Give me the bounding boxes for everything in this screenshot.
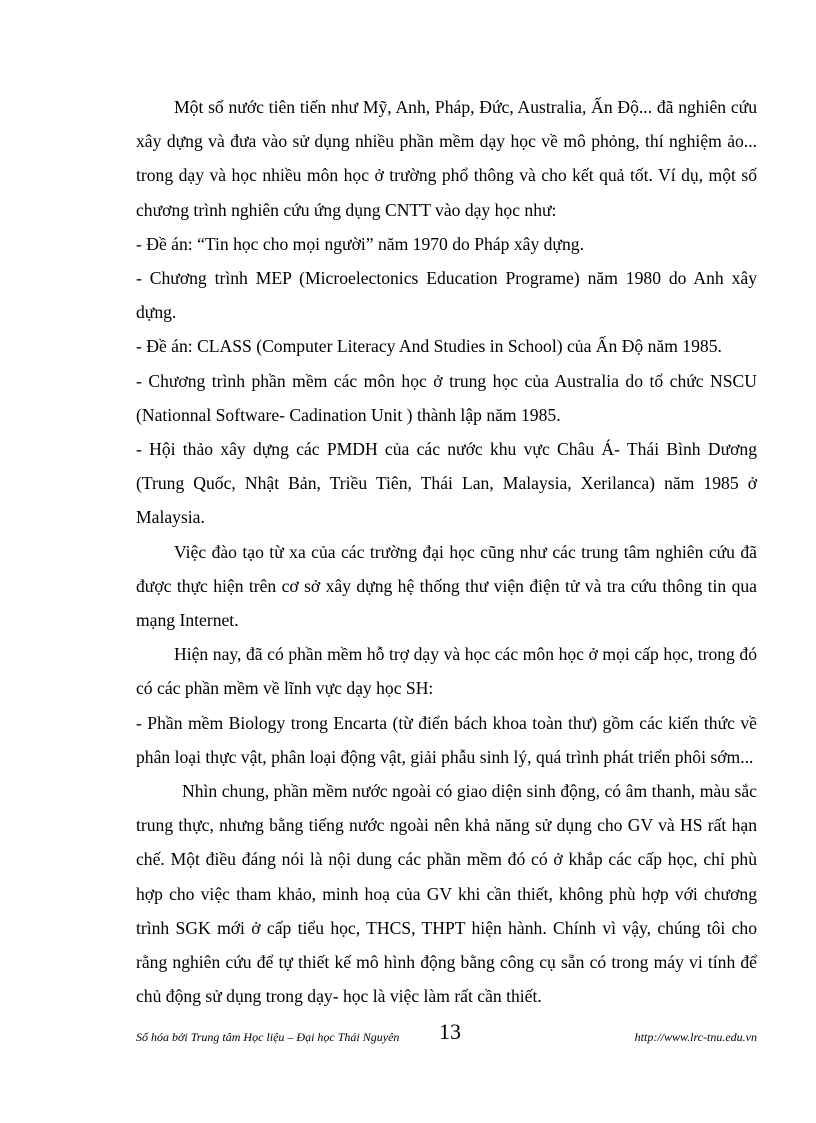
list-item-encarta: - Phần mềm Biology trong Encarta (từ điển bách khoa toàn thư) gồm các kiến thức về phân loại thực vật, phân loại động vật, giải phẫu sinh lý, quá trình phát triển phôi sớm... [136,712,757,767]
list-item-france: - Đề án: “Tin học cho mọi người” năm 1970 do Pháp xây dựng. [136,233,584,254]
list-item-mep: - Chương trình MEP (Microelectonics Education Programe) năm 1980 do Anh xây dựng. [136,268,757,323]
body-text [136,90,757,1013]
page-footer [136,1005,757,1045]
paragraph-intro: Một số nước tiên tiến như Mỹ, Anh, Pháp, Đức, Australia, Ấn Độ... đã nghiên cứu xây dựng và đưa vào sử dụng nhiều phần mềm dạy học về mô phỏng, thí nghiệm ảo... trong dạy và học nhiều môn học ở trường phổ thông và cho kết quả tốt. Ví dụ, một số chương trình nghiên cứu ứng dụng CNTT vào dạy học như: [136,97,757,220]
list-item-workshop: - Hội thảo xây dựng các PMDH của các nước khu vực Châu Á- Thái Bình Dương (Trung Quốc, Nhật Bản, Triều Tiên, Thái Lan, Malaysia, Xerilanca) năm 1985 ở Malaysia. [136,439,757,528]
footer-digitized-by: Số hóa bởi Trung tâm Học liệu – Đại học Thái Nguyên [136,1030,400,1044]
page-number: 13 [439,1019,461,1044]
footer-url: http://www.lrc-tnu.edu.vn [634,1030,757,1044]
list-item-class: - Đề án: CLASS (Computer Literacy And Studies in School) của Ấn Độ năm 1985. [136,336,722,357]
list-item-australia: - Chương trình phần mềm các môn học ở trung học của Australia do tổ chức NSCU (Nationnal Software- Cadination Unit ) thành lập năm 1985. [136,370,757,425]
paragraph-conclusion: Nhìn chung, phần mềm nước ngoài có giao diện sinh động, có âm thanh, màu sắc trung thực, nhưng bằng tiếng nước ngoài nên khả năng sử dụng cho GV và HS rất hạn chế. Một điều đáng nói là nội dung các phần mềm đó có ở khắp các cấp học, chỉ phù hợp cho việc tham khảo, minh hoạ của GV khi cần thiết, không phù hợp với chương trình SGK mới ở cấp tiểu học, THCS, THPT hiện hành. Chính vì vậy, chúng tôi cho rằng nghiên cứu để tự thiết kế mô hình động bằng công cụ sẵn có trong máy vi tính để chủ động sử dụng trong dạy- học là việc làm rất cần thiết. [136,781,757,1007]
paragraph-current-software: Hiện nay, đã có phần mềm hỗ trợ dạy và học các môn học ở mọi cấp học, trong đó có các phần mềm về lĩnh vực dạy học SH: [136,644,757,699]
paragraph-distance-learning: Việc đào tạo từ xa của các trường đại học cũng như các trung tâm nghiên cứu đã được thực hiện trên cơ sở xây dựng hệ thống thư viện điện tử và tra cứu thông tin qua mạng Internet. [136,541,757,631]
